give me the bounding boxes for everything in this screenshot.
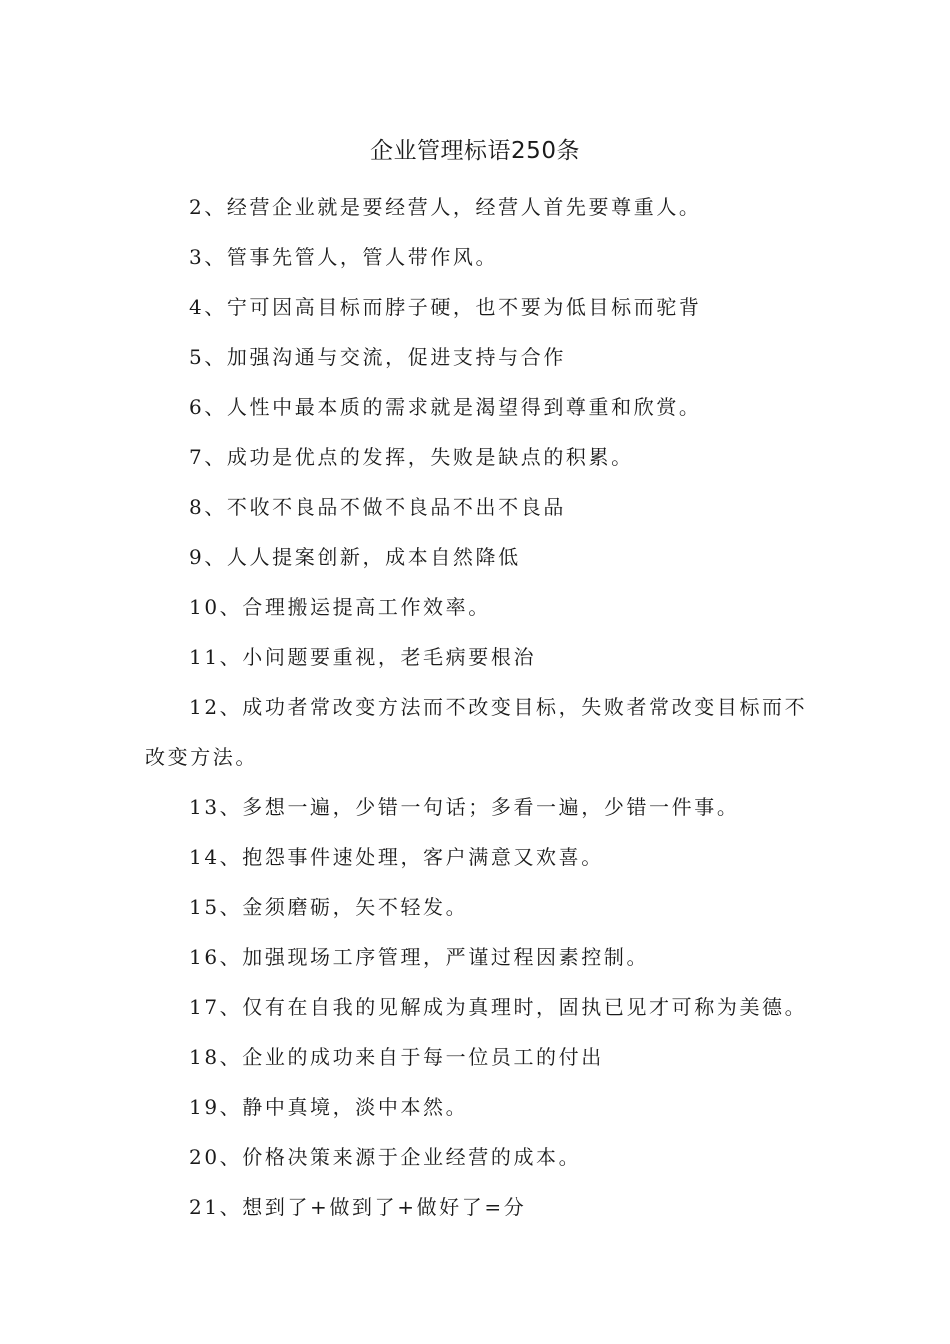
list-item: 19、静中真境，淡中本然。: [189, 1095, 469, 1119]
document-title: 企业管理标语250条: [370, 138, 580, 164]
list-item: 10、合理搬运提高工作效率。: [189, 595, 491, 619]
list-item: 12、成功者常改变方法而不改变目标，失败者常改变目标而不改变方法。: [145, 695, 808, 769]
list-item: 2、经营企业就是要经营人，经营人首先要尊重人。: [189, 195, 702, 219]
list-item: 3、管事先管人，管人带作风。: [189, 245, 499, 269]
list-item: 21、想到了+做到了+做好了=分: [189, 1195, 527, 1219]
list-item: 15、金须磨砺，矢不轻发。: [189, 895, 469, 919]
slogan-list: [145, 182, 817, 1232]
list-item: 17、仅有在自我的见解成为真理时，固执已见才可称为美德。: [189, 995, 808, 1019]
list-item: 4、宁可因高目标而脖子硬，也不要为低目标而驼背: [189, 295, 702, 319]
list-item: 5、加强沟通与交流，促进支持与合作: [189, 345, 566, 369]
list-item: 18、企业的成功来自于每一位员工的付出: [189, 1045, 604, 1069]
list-item: 7、成功是优点的发挥，失败是缺点的积累。: [189, 445, 634, 469]
list-item: 16、加强现场工序管理，严谨过程因素控制。: [189, 945, 650, 969]
list-item: 6、人性中最本质的需求就是渴望得到尊重和欣赏。: [189, 395, 702, 419]
list-item: 8、不收不良品不做不良品不出不良品: [189, 495, 566, 519]
list-item: 14、抱怨事件速处理，客户满意又欢喜。: [189, 845, 604, 869]
list-item: 9、人人提案创新，成本自然降低: [189, 545, 521, 569]
list-item: 20、价格决策来源于企业经营的成本。: [189, 1145, 582, 1169]
list-item: 13、多想一遍，少错一句话；多看一遍，少错一件事。: [189, 795, 740, 819]
list-item: 11、小问题要重视，老毛病要根治: [189, 645, 537, 669]
